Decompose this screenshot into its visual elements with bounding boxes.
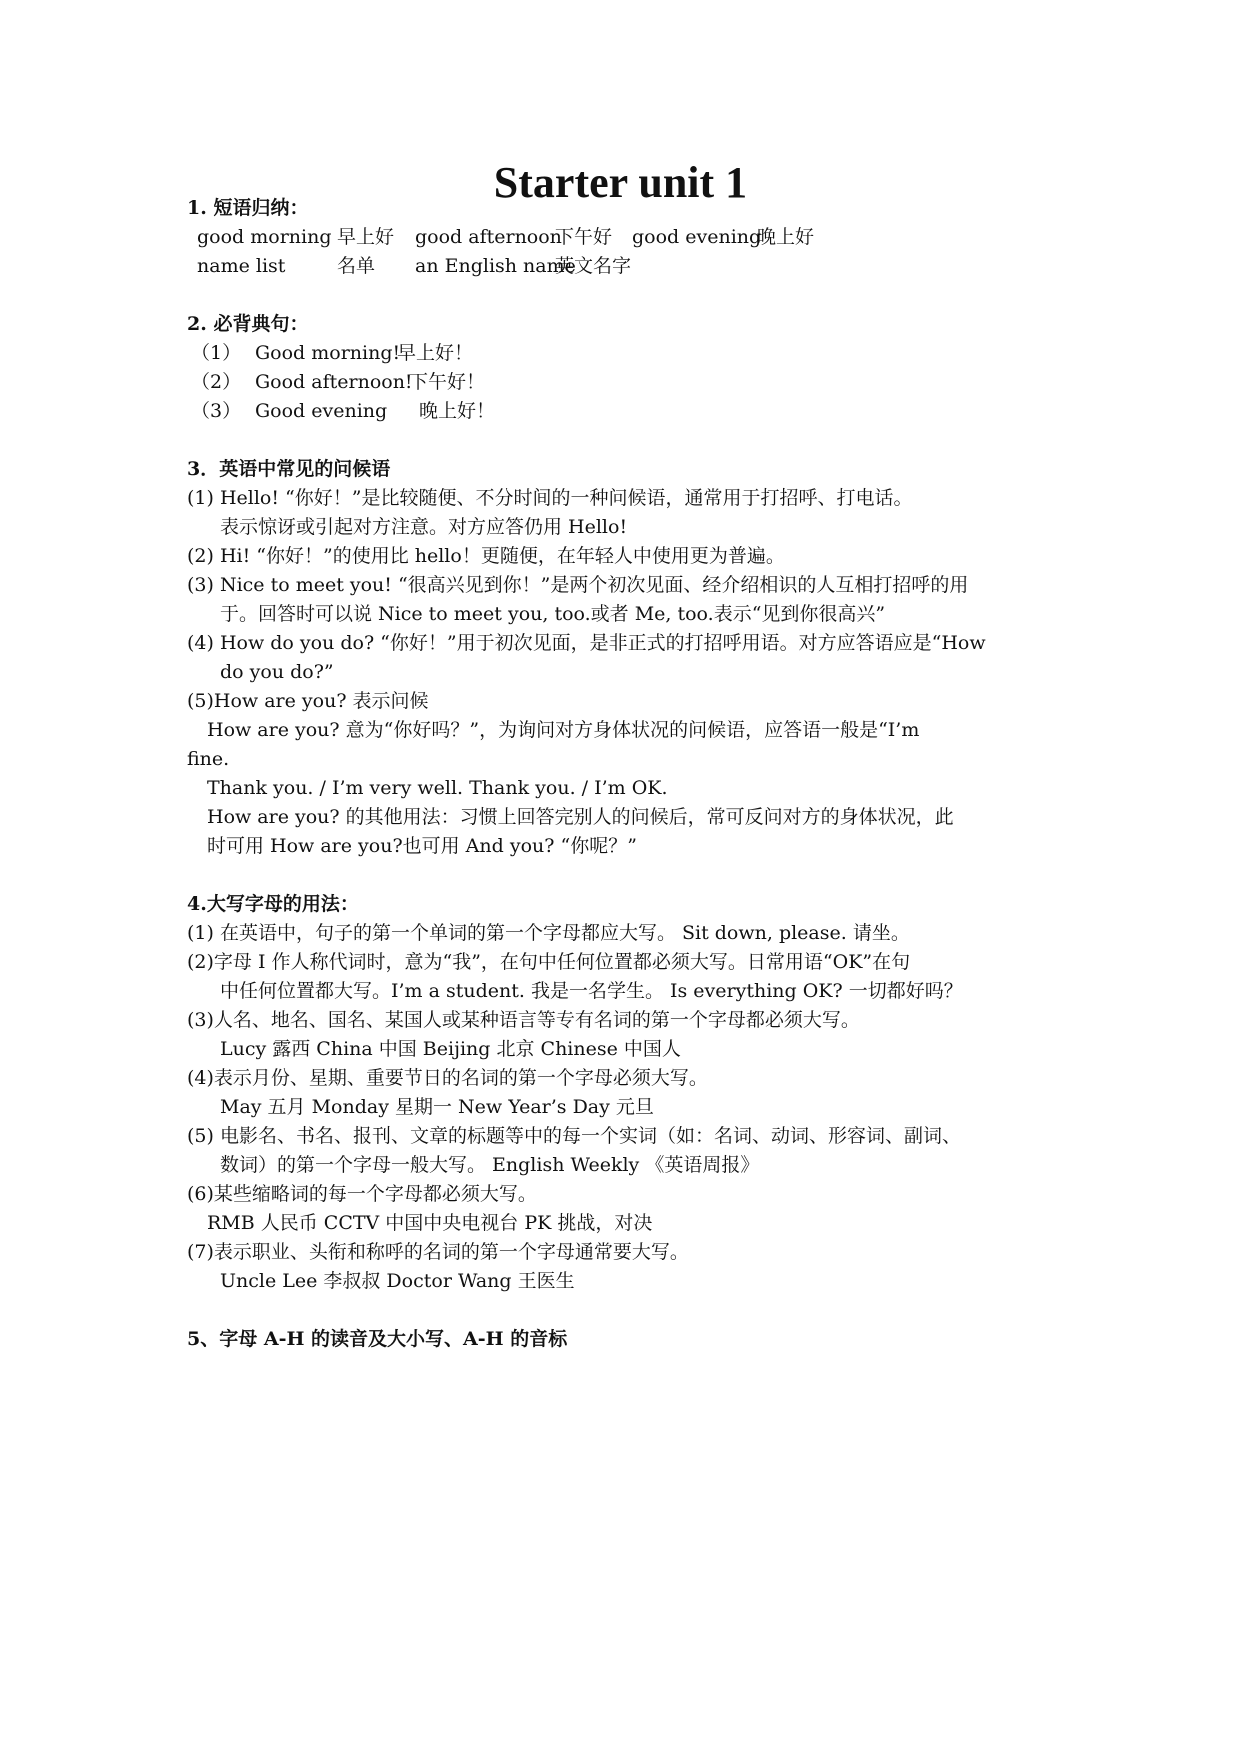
sentence-en: Good evening <box>255 400 388 422</box>
paragraph-line: 于。回答时可以说 Nice to meet you, too.或者 Me, too.表示“见到你很高兴” <box>220 603 886 625</box>
phrase-en: good morning <box>197 226 332 248</box>
sentence-item <box>187 396 687 426</box>
sentence-en: Good afternoon! <box>255 371 413 393</box>
phrase-row-1 <box>187 222 887 252</box>
paragraph-line: Thank you. / I’m very well. Thank you. / I’m OK. <box>207 777 668 799</box>
paragraph-line: (3) Nice to meet you! “很高兴见到你！”是两个初次见面、经介绍相识的人互相打招呼的用 <box>187 574 969 596</box>
paragraph-line: (2) Hi! “你好！”的使用比 hello！更随便，在年轻人中使用更为普遍。 <box>187 545 785 567</box>
section-4-heading: 4.大写字母的用法： <box>187 893 359 915</box>
paragraph-line: (6)某些缩略词的每一个字母都必须大写。 <box>187 1183 537 1205</box>
paragraph-line: (4)表示月份、星期、重要节日的名词的第一个字母必须大写。 <box>187 1067 708 1089</box>
sentence-item <box>187 367 687 397</box>
paragraph-line: (3)人名、地名、国名、某国人或某种语言等专有名词的第一个字母都必须大写。 <box>187 1009 860 1031</box>
phrase-row-2 <box>187 251 887 281</box>
section-3-heading: 3．英语中常见的问候语 <box>187 458 391 480</box>
sentence-number: （1） <box>191 342 242 364</box>
paragraph-line: Uncle Lee 李叔叔 Doctor Wang 王医生 <box>220 1270 575 1292</box>
phrase-en: good evening <box>632 226 762 248</box>
paragraph-line: May 五月 Monday 星期一 New Year’s Day 元旦 <box>220 1096 654 1118</box>
paragraph-line: (5) 电影名、书名、报刊、文章的标题等中的每一个实词（如：名词、动词、形容词、副词、 <box>187 1125 961 1147</box>
paragraph-line: 数词）的第一个字母一般大写。 English Weekly 《英语周报》 <box>220 1154 760 1176</box>
phrase-zh: 早上好 <box>337 226 395 248</box>
phrase-en: good afternoon <box>415 226 562 248</box>
sentence-item <box>187 338 687 368</box>
paragraph-line: How are you? 意为“你好吗？”，为询问对方身体状况的问候语，应答语一般是“I’m <box>207 719 920 741</box>
paragraph-line: (7)表示职业、头衔和称呼的名词的第一个字母通常要大写。 <box>187 1241 689 1263</box>
sentence-en: Good morning! <box>255 342 401 364</box>
phrase-en: an English name <box>415 255 576 277</box>
paragraph-line: (4) How do you do? “你好！”用于初次见面，是非正式的打招呼用语。对方应答语应是“How <box>187 632 986 654</box>
sentence-number: （2） <box>191 371 242 393</box>
section-1-heading: 1. 短语归纳： <box>187 197 309 219</box>
paragraph-line: 时可用 How are you?也可用 And you? “你呢？” <box>207 835 637 857</box>
section-5-heading: 5、字母 A-H 的读音及大小写、A-H 的音标 <box>187 1328 568 1350</box>
paragraph-line: How are you? 的其他用法：习惯上回答完别人的问候后，常可反问对方的身体状况，此 <box>207 806 954 828</box>
phrase-zh: 名单 <box>337 255 376 277</box>
paragraph-line: 中任何位置都大写。I’m a student. 我是一名学生。 Is everything OK? 一切都好吗？ <box>220 980 963 1002</box>
paragraph-line: (1) 在英语中，句子的第一个单词的第一个字母都应大写。 Sit down, please. 请坐。 <box>187 922 910 944</box>
paragraph-line: (5)How are you? 表示问候 <box>187 690 429 712</box>
paragraph-line: (1) Hello! “你好！”是比较随便、不分时间的一种问候语，通常用于打招呼、打电话。 <box>187 487 913 509</box>
phrase-en: name list <box>197 255 286 277</box>
section-2-heading: 2. 必背典句： <box>187 313 309 335</box>
paragraph-line: RMB 人民币 CCTV 中国中央电视台 PK 挑战，对决 <box>207 1212 653 1234</box>
phrase-zh: 下午好 <box>555 226 613 248</box>
page-title: Starter unit 1 <box>493 158 748 207</box>
paragraph-line: Lucy 露西 China 中国 Beijing 北京 Chinese 中国人 <box>220 1038 681 1060</box>
sentence-zh: 晚上好！ <box>419 400 496 422</box>
sentence-zh: 早上好！ <box>397 342 474 364</box>
sentence-number: （3） <box>191 400 242 422</box>
phrase-zh: 晚上好 <box>757 226 815 248</box>
paragraph-line: fine. <box>187 748 230 770</box>
paragraph-line: (2)字母 I 作人称代词时，意为“我”，在句中任何位置都必须大写。日常用语“OK”在句 <box>187 951 911 973</box>
paragraph-line: 表示惊讶或引起对方注意。对方应答仍用 Hello! <box>220 516 628 538</box>
paragraph-line: do you do?” <box>220 661 334 683</box>
sentence-zh: 下午好！ <box>409 371 486 393</box>
phrase-zh: 英文名字 <box>555 255 632 277</box>
